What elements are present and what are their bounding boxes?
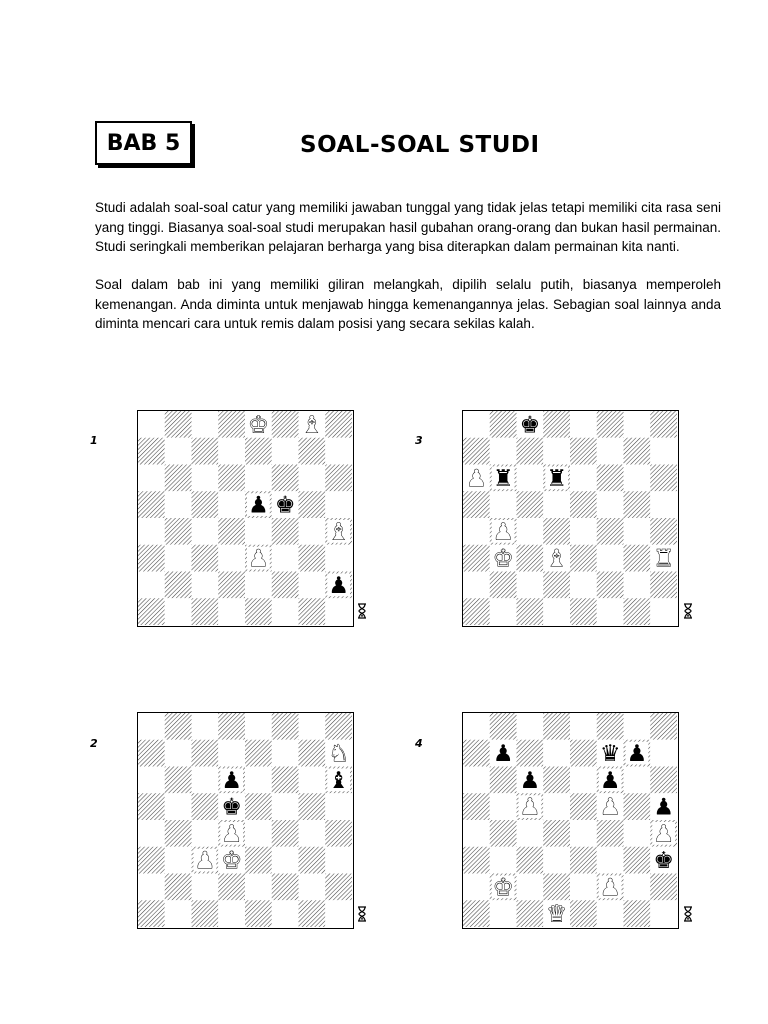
- light-square: [138, 820, 165, 847]
- dark-square: [517, 491, 544, 518]
- light-square: [650, 491, 677, 518]
- light-square: [245, 713, 272, 740]
- light-square: [490, 793, 517, 820]
- light-square: [650, 438, 677, 465]
- light-square: [138, 874, 165, 901]
- dark-square: [597, 713, 624, 740]
- light-square: [218, 545, 245, 572]
- dark-square: [299, 598, 326, 625]
- dark-square: [490, 411, 517, 438]
- black-king-icon: ♚: [221, 794, 242, 821]
- dark-square: [245, 740, 272, 767]
- dark-square: [490, 713, 517, 740]
- dark-square: [138, 847, 165, 874]
- dark-square: [299, 740, 326, 767]
- light-square: [138, 572, 165, 599]
- light-square: [650, 598, 677, 625]
- dark-square: [543, 820, 570, 847]
- white-pawn-icon: ♟: [599, 794, 621, 821]
- board-svg: [463, 713, 677, 927]
- light-square: [543, 598, 570, 625]
- light-square: [138, 411, 165, 438]
- dark-square: [517, 438, 544, 465]
- dark-square: [218, 411, 245, 438]
- light-square: [138, 767, 165, 794]
- light-square: [325, 545, 352, 572]
- light-square: [245, 767, 272, 794]
- diagram-number: 1: [90, 434, 98, 447]
- light-square: [517, 713, 544, 740]
- dark-square: [299, 438, 326, 465]
- white-rook-icon: ♜: [653, 546, 674, 573]
- light-square: [192, 572, 219, 599]
- hourglass-icon: [357, 603, 367, 624]
- dark-square: [325, 820, 352, 847]
- light-square: [597, 598, 624, 625]
- dark-square: [272, 518, 299, 545]
- dark-square: [650, 767, 677, 794]
- chess-board: [462, 410, 679, 627]
- light-square: [517, 465, 544, 492]
- dark-square: [543, 767, 570, 794]
- white-king-icon: ♚: [248, 412, 269, 439]
- light-square: [299, 518, 326, 545]
- dark-square: [138, 900, 165, 927]
- white-pawn-icon: ♟: [221, 821, 242, 848]
- dark-square: [517, 740, 544, 767]
- dark-square: [570, 847, 597, 874]
- dark-square: [570, 900, 597, 927]
- dark-square: [138, 740, 165, 767]
- dark-square: [463, 598, 490, 625]
- dark-square: [138, 545, 165, 572]
- light-square: [517, 518, 544, 545]
- light-square: [624, 411, 651, 438]
- dark-square: [624, 847, 651, 874]
- white-bishop-icon: ♝: [546, 546, 567, 573]
- light-square: [138, 713, 165, 740]
- board-svg: [463, 411, 677, 625]
- dark-square: [570, 740, 597, 767]
- white-bishop-icon: ♝: [301, 412, 323, 439]
- dark-square: [218, 874, 245, 901]
- dark-square: [463, 847, 490, 874]
- light-square: [597, 545, 624, 572]
- dark-square: [517, 847, 544, 874]
- dark-square: [138, 491, 165, 518]
- light-square: [165, 900, 192, 927]
- dark-square: [218, 518, 245, 545]
- light-square: [218, 598, 245, 625]
- black-pawn-icon: ♟: [599, 767, 621, 794]
- light-square: [192, 465, 219, 492]
- light-square: [165, 491, 192, 518]
- dark-square: [624, 545, 651, 572]
- black-rook-icon: ♜: [546, 465, 567, 492]
- board-svg: [138, 411, 352, 625]
- dark-square: [570, 491, 597, 518]
- intro-paragraph-1: Studi adalah soal-soal catur yang memiliki jawaban tunggal yang tidak jelas tetapi memiliki cita rasa seni yang tinggi. Biasanya soal-soal studi merupakan hasil gubahan orang-orang dan bukan hasil permainan. Studi seringkali memberikan pelajaran berharga yang bisa diterapkan dalam permainan kita nanti.: [95, 200, 721, 254]
- dark-square: [299, 900, 326, 927]
- light-square: [570, 465, 597, 492]
- light-square: [570, 411, 597, 438]
- dark-square: [245, 900, 272, 927]
- chapter-label-box: [95, 121, 192, 165]
- diagram-number: 3: [415, 434, 423, 447]
- light-square: [299, 874, 326, 901]
- light-square: [299, 465, 326, 492]
- light-square: [570, 713, 597, 740]
- dark-square: [650, 874, 677, 901]
- light-square: [517, 874, 544, 901]
- dark-square: [192, 545, 219, 572]
- dark-square: [597, 465, 624, 492]
- light-square: [218, 491, 245, 518]
- white-bishop-icon: ♝: [328, 519, 349, 546]
- black-king-icon: ♚: [519, 412, 541, 439]
- dark-square: [463, 793, 490, 820]
- light-square: [245, 572, 272, 599]
- white-pawn-icon: ♟: [248, 546, 269, 573]
- dark-square: [463, 740, 490, 767]
- light-square: [543, 491, 570, 518]
- light-square: [325, 438, 352, 465]
- board-svg: [138, 713, 352, 927]
- light-square: [165, 598, 192, 625]
- dark-square: [272, 767, 299, 794]
- light-square: [463, 874, 490, 901]
- dark-square: [650, 465, 677, 492]
- dark-square: [517, 900, 544, 927]
- dark-square: [325, 411, 352, 438]
- light-square: [463, 713, 490, 740]
- light-square: [650, 900, 677, 927]
- dark-square: [165, 767, 192, 794]
- light-square: [597, 847, 624, 874]
- chapter-title: SOAL-SOAL STUDI: [300, 132, 540, 158]
- light-square: [517, 572, 544, 599]
- light-square: [543, 740, 570, 767]
- dark-square: [624, 793, 651, 820]
- dark-square: [570, 793, 597, 820]
- white-king-icon: ♚: [492, 546, 514, 573]
- white-pawn-icon: ♟: [492, 519, 514, 546]
- dark-square: [570, 438, 597, 465]
- dark-square: [299, 491, 326, 518]
- white-pawn-icon: ♟: [519, 794, 541, 821]
- light-square: [165, 740, 192, 767]
- light-square: [245, 465, 272, 492]
- white-pawn-icon: ♟: [466, 465, 487, 492]
- dark-square: [463, 491, 490, 518]
- dark-square: [543, 572, 570, 599]
- light-square: [570, 820, 597, 847]
- light-square: [138, 518, 165, 545]
- hourglass-icon: [683, 603, 693, 624]
- light-square: [463, 767, 490, 794]
- dark-square: [624, 900, 651, 927]
- light-square: [597, 491, 624, 518]
- dark-square: [624, 438, 651, 465]
- dark-square: [218, 465, 245, 492]
- light-square: [597, 438, 624, 465]
- dark-square: [490, 820, 517, 847]
- dark-square: [218, 713, 245, 740]
- dark-square: [272, 713, 299, 740]
- dark-square: [543, 411, 570, 438]
- white-knight-icon: ♞: [328, 741, 349, 768]
- white-pawn-icon: ♟: [653, 821, 674, 848]
- light-square: [272, 438, 299, 465]
- light-square: [325, 793, 352, 820]
- light-square: [192, 411, 219, 438]
- light-square: [245, 518, 272, 545]
- dark-square: [192, 740, 219, 767]
- chess-board: [462, 712, 679, 929]
- black-rook-icon: ♜: [492, 465, 514, 492]
- light-square: [517, 820, 544, 847]
- dark-square: [165, 572, 192, 599]
- dark-square: [597, 820, 624, 847]
- light-square: [272, 793, 299, 820]
- dark-square: [192, 598, 219, 625]
- dark-square: [650, 518, 677, 545]
- dark-square: [245, 793, 272, 820]
- light-square: [570, 518, 597, 545]
- light-square: [272, 545, 299, 572]
- black-pawn-icon: ♟: [328, 572, 349, 599]
- black-pawn-icon: ♟: [626, 741, 648, 768]
- light-square: [543, 438, 570, 465]
- light-square: [325, 491, 352, 518]
- dark-square: [463, 545, 490, 572]
- light-square: [299, 820, 326, 847]
- light-square: [218, 900, 245, 927]
- light-square: [192, 820, 219, 847]
- dark-square: [597, 518, 624, 545]
- dark-square: [650, 713, 677, 740]
- light-square: [299, 767, 326, 794]
- dark-square: [245, 598, 272, 625]
- white-queen-icon: ♛: [546, 901, 567, 927]
- dark-square: [517, 598, 544, 625]
- white-pawn-icon: ♟: [194, 848, 216, 875]
- dark-square: [165, 518, 192, 545]
- dark-square: [463, 900, 490, 927]
- dark-square: [463, 438, 490, 465]
- hourglass-icon: [683, 906, 693, 927]
- dark-square: [192, 491, 219, 518]
- light-square: [463, 820, 490, 847]
- dark-square: [570, 598, 597, 625]
- light-square: [463, 572, 490, 599]
- dark-square: [192, 793, 219, 820]
- light-square: [299, 713, 326, 740]
- black-pawn-icon: ♟: [221, 767, 242, 794]
- dark-square: [650, 572, 677, 599]
- dark-square: [597, 411, 624, 438]
- light-square: [463, 518, 490, 545]
- light-square: [624, 767, 651, 794]
- light-square: [490, 847, 517, 874]
- light-square: [218, 438, 245, 465]
- black-pawn-icon: ♟: [519, 767, 541, 794]
- light-square: [490, 598, 517, 625]
- light-square: [299, 572, 326, 599]
- light-square: [624, 572, 651, 599]
- light-square: [165, 545, 192, 572]
- dark-square: [245, 847, 272, 874]
- light-square: [192, 713, 219, 740]
- white-king-icon: ♚: [221, 848, 242, 875]
- diagram-number: 2: [90, 737, 98, 750]
- dark-square: [138, 598, 165, 625]
- black-queen-icon: ♛: [599, 741, 621, 768]
- black-bishop-icon: ♝: [328, 767, 349, 794]
- light-square: [272, 847, 299, 874]
- light-square: [570, 767, 597, 794]
- dark-square: [165, 713, 192, 740]
- dark-square: [192, 900, 219, 927]
- dark-square: [165, 820, 192, 847]
- dark-square: [272, 465, 299, 492]
- light-square: [490, 900, 517, 927]
- black-king-icon: ♚: [653, 848, 674, 875]
- light-square: [543, 847, 570, 874]
- light-square: [543, 793, 570, 820]
- white-king-icon: ♚: [492, 874, 514, 901]
- light-square: [165, 438, 192, 465]
- dark-square: [245, 438, 272, 465]
- light-square: [325, 900, 352, 927]
- light-square: [218, 740, 245, 767]
- dark-square: [570, 545, 597, 572]
- intro-paragraph-2: Soal dalam bab ini yang memiliki giliran melangkah, dipilih selalu putih, biasanya memperoleh kemenangan. Anda diminta untuk menjawab hingga kemenangannya jelas. Sebagian soal lainnya anda diminta mencari cara untuk remis dalam posisi yang secara sekilas kalah.: [95, 277, 721, 331]
- chapter-label: BAB 5: [106, 130, 181, 156]
- light-square: [165, 793, 192, 820]
- light-square: [272, 740, 299, 767]
- light-square: [325, 598, 352, 625]
- black-king-icon: ♚: [274, 492, 296, 519]
- hourglass-icon: [357, 906, 367, 927]
- light-square: [165, 847, 192, 874]
- dark-square: [624, 598, 651, 625]
- light-square: [624, 820, 651, 847]
- dark-square: [543, 713, 570, 740]
- dark-square: [138, 438, 165, 465]
- light-square: [272, 900, 299, 927]
- dark-square: [272, 820, 299, 847]
- dark-square: [517, 545, 544, 572]
- dark-square: [490, 767, 517, 794]
- light-square: [325, 847, 352, 874]
- light-square: [138, 465, 165, 492]
- white-pawn-icon: ♟: [599, 874, 621, 901]
- light-square: [624, 874, 651, 901]
- dark-square: [490, 572, 517, 599]
- dark-square: [272, 572, 299, 599]
- dark-square: [165, 465, 192, 492]
- light-square: [490, 491, 517, 518]
- black-pawn-icon: ♟: [653, 794, 674, 821]
- light-square: [245, 820, 272, 847]
- light-square: [245, 874, 272, 901]
- dark-square: [597, 572, 624, 599]
- dark-square: [272, 411, 299, 438]
- light-square: [490, 438, 517, 465]
- chess-board: [137, 410, 354, 627]
- dark-square: [325, 874, 352, 901]
- dark-square: [165, 411, 192, 438]
- dark-square: [299, 793, 326, 820]
- light-square: [624, 465, 651, 492]
- dark-square: [165, 874, 192, 901]
- dark-square: [299, 847, 326, 874]
- chess-board: [137, 712, 354, 929]
- light-square: [570, 874, 597, 901]
- light-square: [597, 900, 624, 927]
- light-square: [570, 572, 597, 599]
- dark-square: [650, 411, 677, 438]
- light-square: [463, 411, 490, 438]
- dark-square: [272, 874, 299, 901]
- light-square: [272, 598, 299, 625]
- black-pawn-icon: ♟: [492, 741, 514, 768]
- diagram-number: 4: [415, 737, 423, 750]
- light-square: [650, 740, 677, 767]
- dark-square: [624, 491, 651, 518]
- light-square: [192, 874, 219, 901]
- dark-square: [325, 713, 352, 740]
- dark-square: [218, 572, 245, 599]
- light-square: [192, 767, 219, 794]
- dark-square: [299, 545, 326, 572]
- dark-square: [543, 874, 570, 901]
- light-square: [624, 713, 651, 740]
- light-square: [192, 518, 219, 545]
- dark-square: [325, 465, 352, 492]
- dark-square: [138, 793, 165, 820]
- black-pawn-icon: ♟: [248, 492, 269, 519]
- light-square: [624, 518, 651, 545]
- dark-square: [192, 438, 219, 465]
- dark-square: [543, 518, 570, 545]
